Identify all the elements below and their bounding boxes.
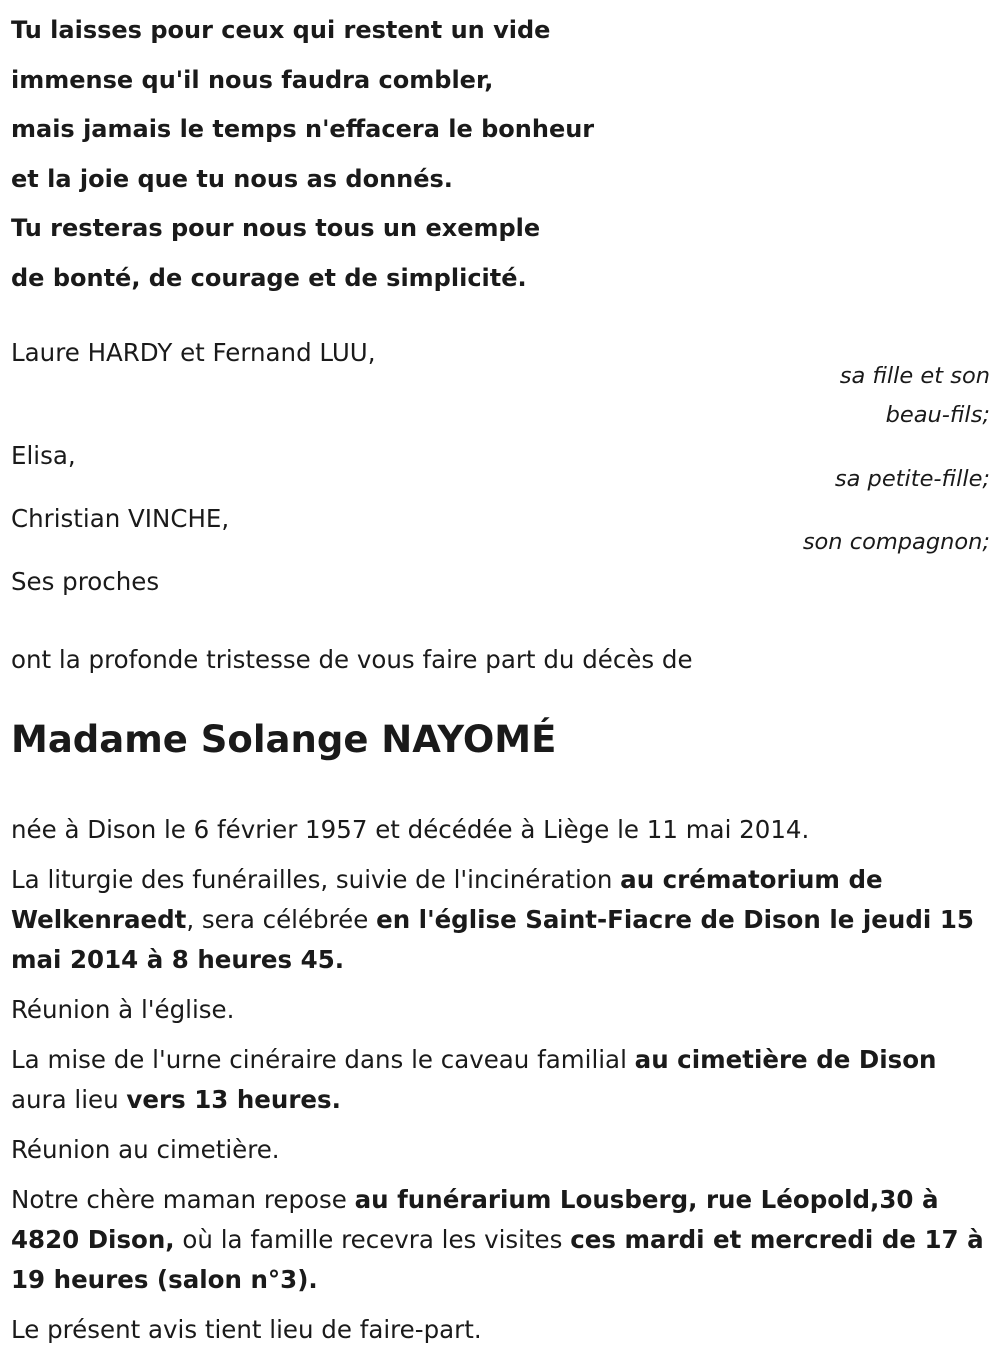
poem-line: de bonté, de courage et de simplicité.: [11, 263, 527, 292]
visitation-hours: ces mardi et mercredi de 17 à 19 heures (salon n°3).: [11, 1225, 984, 1294]
family-elisa: Elisa,: [11, 441, 76, 470]
liturgy-text: , sera célébrée: [186, 905, 377, 934]
liturgy-text: La liturgie des funérailles, suivie de l'incinération: [11, 865, 621, 894]
birth-death-info: née à Dison le 6 février 1957 et décédée à Liège le 11 mai 2014.: [11, 815, 810, 844]
liturgy-info: [11, 860, 989, 980]
deceased-name: Madame Solange NAYOMÉ: [11, 718, 557, 761]
announcement-intro: ont la profonde tristesse de vous faire part du décès de: [11, 645, 693, 674]
family-laure-role: [840, 357, 990, 435]
cemetery-place: au cimetière de Dison: [634, 1045, 937, 1074]
urn-text: aura lieu: [11, 1085, 127, 1114]
church-datetime: en l'église Saint-Fiacre de Dison le jeudi 15 mai 2014 à 8 heures 45.: [11, 905, 974, 974]
church-reunion: Réunion à l'église.: [11, 995, 235, 1024]
family-elisa-role: sa petite-fille;: [834, 466, 990, 492]
family-christian: Christian VINCHE,: [11, 504, 230, 533]
visitation-info: [11, 1180, 989, 1300]
funeral-home-address: au funérarium Lousberg, rue Léopold,30 à 4820 Dison,: [11, 1185, 939, 1254]
closing-note: Le présent avis tient lieu de faire-part.: [11, 1315, 482, 1344]
family-christian-role: son compagnon;: [802, 529, 990, 555]
poem-line: Tu resteras pour nous tous un exemple: [11, 214, 541, 243]
cemetery-reunion: Réunion au cimetière.: [11, 1135, 280, 1164]
visitation-text: Notre chère maman repose: [11, 1185, 355, 1214]
crematorium-place: au crématorium de Welkenraedt: [11, 865, 883, 934]
funeral-details: [11, 810, 989, 1360]
role-line: sa fille et son: [839, 363, 990, 389]
role-line: beau-fils;: [885, 402, 990, 428]
poem-line: et la joie que tu nous as donnés.: [11, 164, 453, 193]
family-laure-fernand: Laure HARDY et Fernand LUU,: [11, 338, 376, 367]
visitation-text: où la famille recevra les visites: [174, 1225, 571, 1254]
poem-line: mais jamais le temps n'effacera le bonheur: [11, 115, 595, 144]
urn-time: vers 13 heures.: [126, 1085, 341, 1114]
urn-info: [11, 1040, 989, 1120]
urn-text: La mise de l'urne cinéraire dans le caveau familial: [11, 1045, 635, 1074]
poem-line: Tu laisses pour ceux qui restent un vide: [11, 16, 551, 44]
poem: [11, 6, 594, 304]
family-proches: Ses proches: [11, 567, 160, 596]
poem-line: immense qu'il nous faudra combler,: [11, 65, 494, 94]
